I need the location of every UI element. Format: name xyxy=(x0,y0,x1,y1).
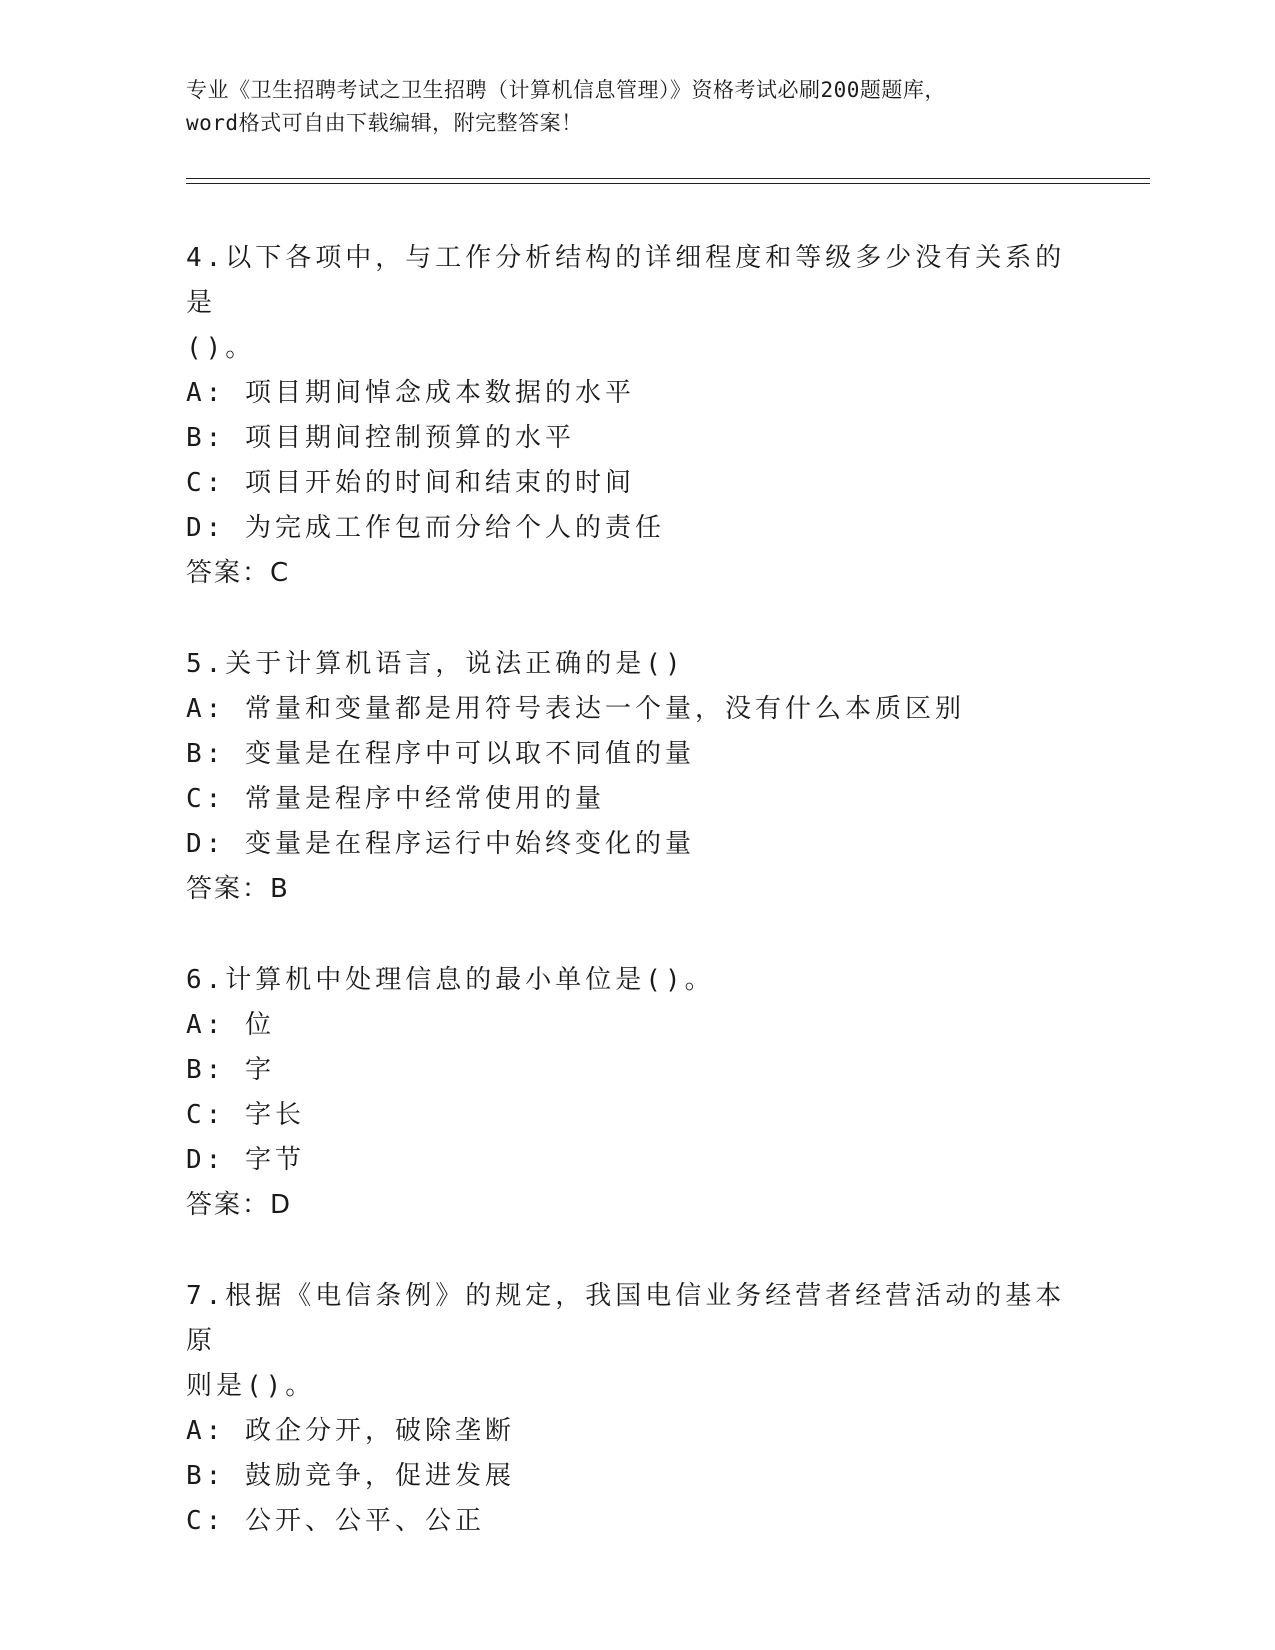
option-c: C: 字长 xyxy=(186,1100,305,1130)
question-6 xyxy=(186,958,1086,1228)
option-a: A: 政企分开，破除垄断 xyxy=(186,1416,515,1446)
question-stem: 5.关于计算机语言，说法正确的是() xyxy=(186,649,685,679)
option-c: C: 公开、公平、公正 xyxy=(186,1506,485,1536)
option-c: C: 项目开始的时间和结束的时间 xyxy=(186,468,635,498)
option-b: B: 字 xyxy=(186,1055,275,1085)
header-divider-bottom xyxy=(186,183,1150,184)
option-b: B: 变量是在程序中可以取不同值的量 xyxy=(186,739,695,769)
option-a: A: 位 xyxy=(186,1010,275,1040)
answer: 答案：C xyxy=(186,558,291,588)
question-stem-continued: 则是()。 xyxy=(186,1371,316,1401)
option-d: D: 为完成工作包而分给个人的责任 xyxy=(186,513,665,543)
option-a: A: 项目期间悼念成本数据的水平 xyxy=(186,378,635,408)
question-7 xyxy=(186,1274,1086,1544)
question-stem: 6.计算机中处理信息的最小单位是()。 xyxy=(186,965,715,995)
question-stem: 7.根据《电信条例》的规定，我国电信业务经营者经营活动的基本原 xyxy=(186,1281,1066,1356)
option-a: A: 常量和变量都是用符号表达一个量，没有什么本质区别 xyxy=(186,694,965,724)
header-divider-top xyxy=(186,178,1150,179)
question-5 xyxy=(186,642,1086,912)
header-line-2: word格式可自由下载编辑，附完整答案！ xyxy=(186,111,583,135)
question-4 xyxy=(186,236,1086,596)
header-line-1: 专业《卫生招聘考试之卫生招聘（计算机信息管理）》资格考试必刷200题题库， xyxy=(186,78,946,102)
question-stem: 4.以下各项中，与工作分析结构的详细程度和等级多少没有关系的是 xyxy=(186,243,1066,318)
option-c: C: 常量是程序中经常使用的量 xyxy=(186,784,605,814)
answer: 答案：B xyxy=(186,874,290,904)
option-d: D: 变量是在程序运行中始终变化的量 xyxy=(186,829,695,859)
document-header xyxy=(186,74,1086,140)
answer: 答案：D xyxy=(186,1190,293,1220)
question-list xyxy=(186,236,1086,1590)
option-b: B: 鼓励竞争，促进发展 xyxy=(186,1461,515,1491)
option-d: D: 字节 xyxy=(186,1145,305,1175)
option-b: B: 项目期间控制预算的水平 xyxy=(186,423,575,453)
question-stem-continued: ()。 xyxy=(186,333,256,363)
